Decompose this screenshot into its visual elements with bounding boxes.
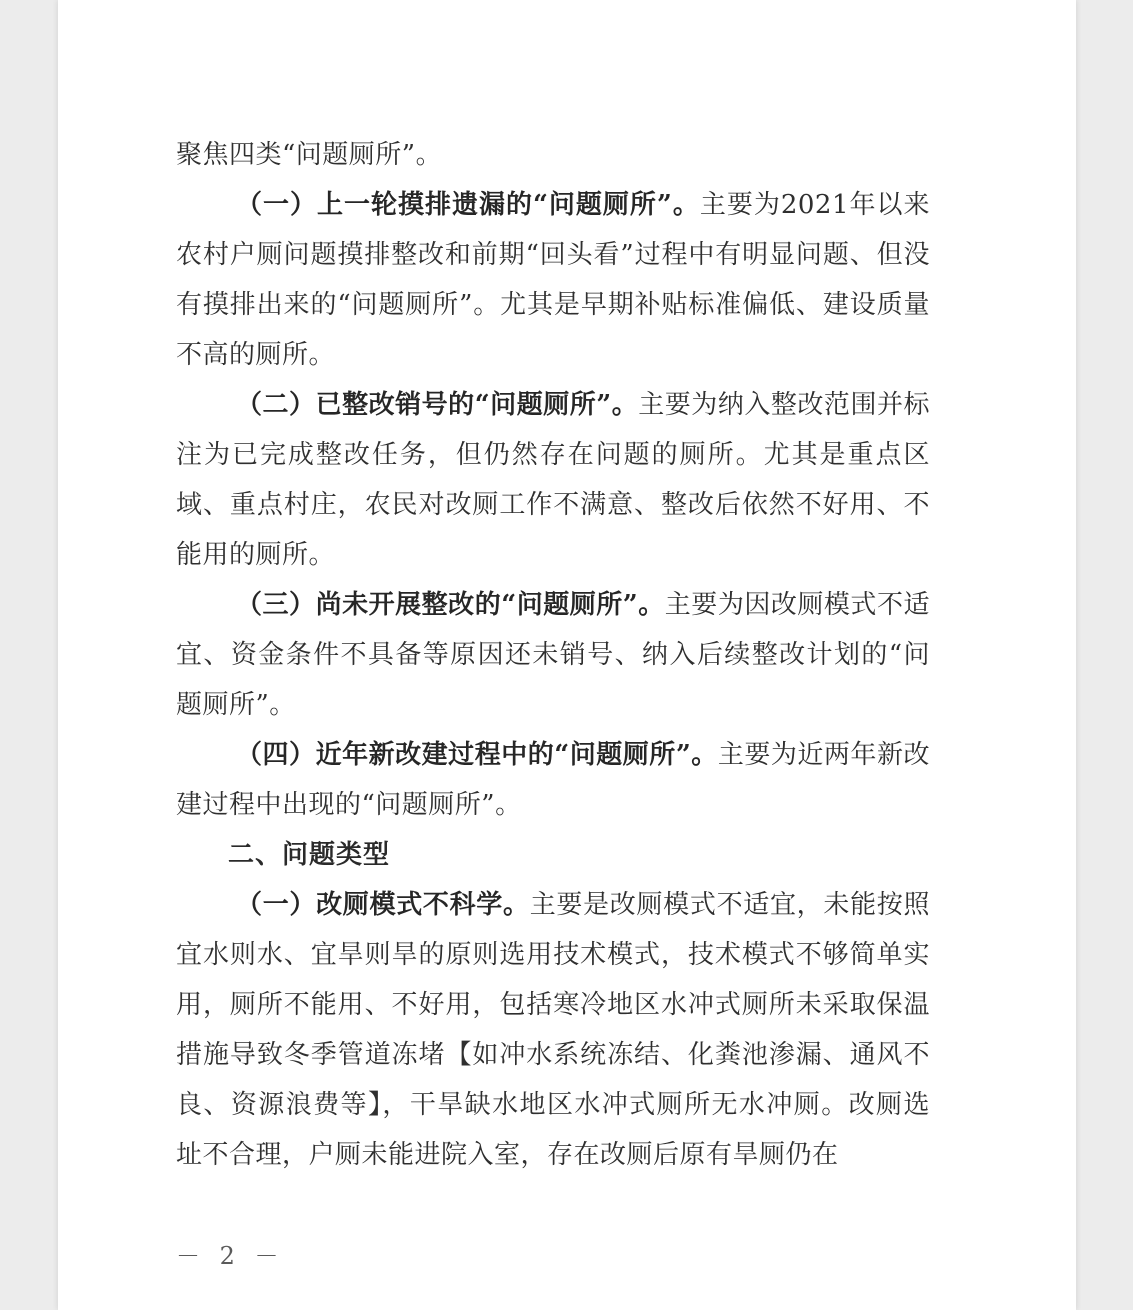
category-lead-4: （四）近年新改建过程中的“问题厕所”。 [236, 740, 718, 770]
category-paragraph-3 [176, 580, 930, 730]
category-text-2: 主要为纳入整改范围并标注为已完成整改任务，但仍然存在问题的厕所。尤其是重点区域、重点村庄，农民对改厕工作不满意、整改后依然不好用、不能用的厕所。 [176, 390, 930, 570]
category-text-4: 主要为近两年新改建过程中出现的“问题厕所”。 [176, 740, 930, 820]
category-paragraph-1 [176, 180, 930, 380]
page-number: － 2 － [176, 1242, 285, 1270]
document-body [176, 130, 930, 1180]
paragraph-text: 聚焦四类“问题厕所”。 [176, 140, 443, 170]
category-lead-3: （三）尚未开展整改的“问题厕所”。 [236, 590, 665, 620]
intro-paragraph [176, 130, 930, 180]
category-text-1: 主要为2021年以来农村户厕问题摸排整改和前期“回头看”过程中有明显问题、但没有摸排出来的“问题厕所”。尤其是早期补贴标准偏低、建设质量不高的厕所。 [176, 190, 930, 370]
problem-type-text-1: 主要是改厕模式不适宜，未能按照宜水则水、宜旱则旱的原则选用技术模式，技术模式不够简单实用，厕所不能用、不好用，包括寒冷地区水冲式厕所未采取保温措施导致冬季管道冻堵【如冲水系统冻结、化粪池渗漏、通风不良、资源浪费等】，干旱缺水地区水冲式厕所无水冲厕。改厕选址不合理，户厕未能进院入室，存在改厕后原有旱厕仍在 [176, 890, 930, 1170]
category-lead-2: （二）已整改销号的“问题厕所”。 [236, 390, 639, 420]
document-page [58, 0, 1076, 1310]
category-paragraph-2 [176, 380, 930, 580]
category-lead-1: （一）上一轮摸排遗漏的“问题厕所”。 [236, 190, 700, 220]
problem-type-lead-1: （一）改厕模式不科学。 [236, 890, 530, 920]
category-text-3: 主要为因改厕模式不适宜、资金条件不具备等原因还未销号、纳入后续整改计划的“问题厕所”。 [176, 590, 930, 720]
section-heading: 二、问题类型 [228, 840, 391, 870]
category-paragraph-4 [176, 730, 930, 830]
problem-type-paragraph-1 [176, 880, 930, 1180]
